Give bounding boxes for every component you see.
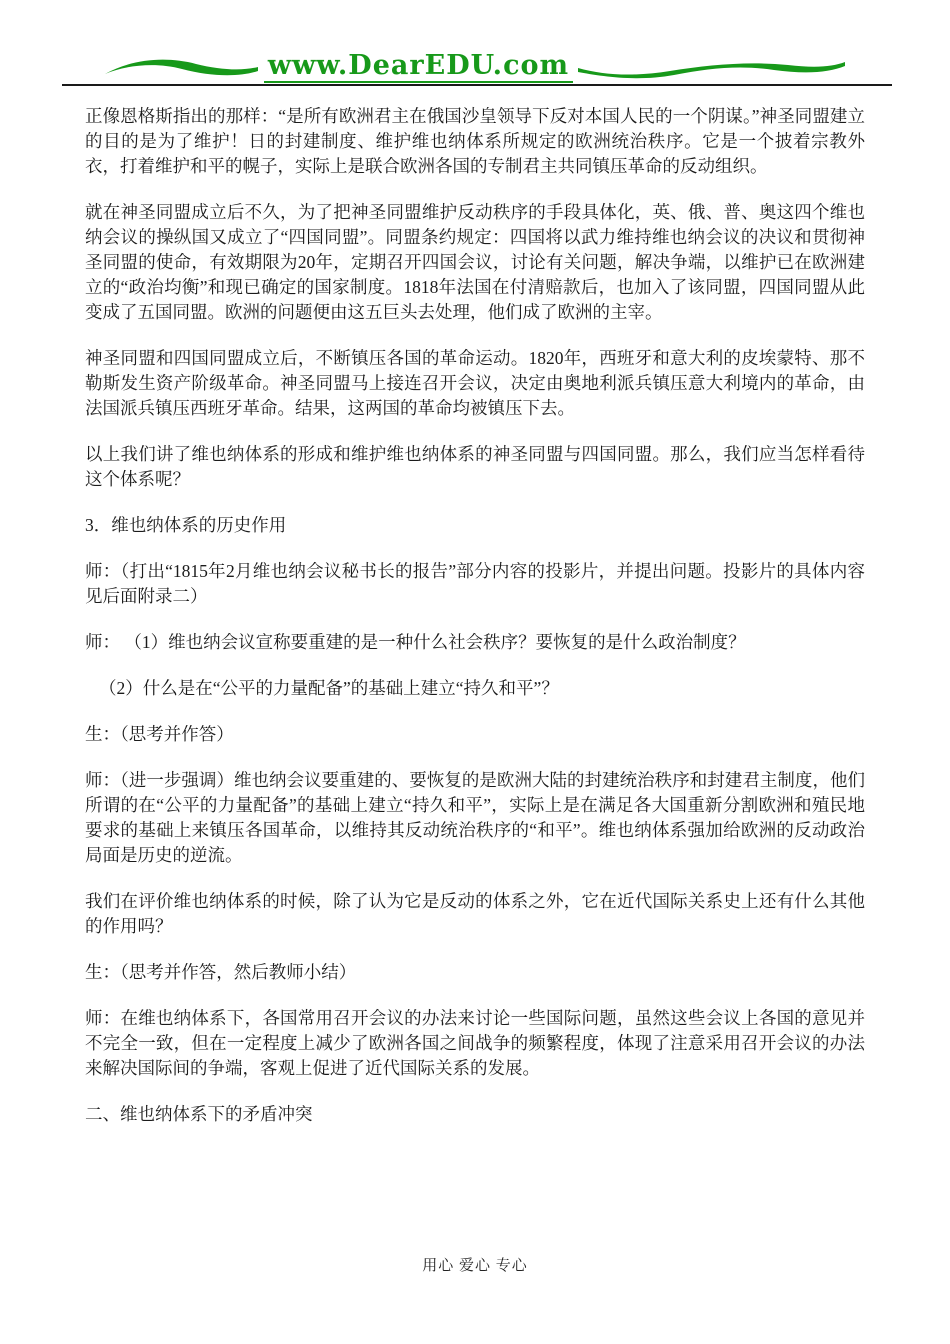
paragraph: 就在神圣同盟成立后不久，为了把神圣同盟维护反动秩序的手段具体化，英、俄、普、奥这四个维也纳会议的操纵国又成立了“四国同盟”。同盟条约规定：四国将以武力维持维也纳会议的决议和贯彻神圣同盟的使命，有效期限为20年，定期召开四国会议，讨论有关问题，解决争端，以维护已在欧洲建立的“政治均衡”和现已确定的国家制度。1818年法国在付清赔款后，也加入了该同盟，四国同盟从此变成了五国同盟。欧洲的问题便由这五巨头去处理，他们成了欧洲的主宰。 xyxy=(85,202,865,322)
paragraph: 正像恩格斯指出的那样：“是所有欧洲君主在俄国沙皇领导下反对本国人民的一个阴谋。”神圣同盟建立的目的是为了维护！日的封建制度、维护维也纳体系所规定的欧洲统治秩序。它是一个披着宗教外衣，打着维护和平的幌子，实际上是联合欧洲各国的专制君主共同镇压革命的反动组织。 xyxy=(85,106,865,176)
document-body xyxy=(85,104,865,1148)
page-header xyxy=(0,0,950,100)
section-heading: 二、维也纳体系下的矛盾冲突 xyxy=(85,1104,313,1124)
header-divider-line xyxy=(62,84,892,86)
paragraph: 师： （1）维也纳会议宣称要重建的是一种什么社会秩序？要恢复的是什么政治制度？ xyxy=(85,632,746,652)
page-footer xyxy=(0,1254,950,1275)
paragraph: 以上我们讲了维也纳体系的形成和维护维也纳体系的神圣同盟与四国同盟。那么，我们应当怎样看待这个体系呢？ xyxy=(85,444,865,489)
paragraph: 师：（打出“1815年2月维也纳会议秘书长的报告”部分内容的投影片，并提出问题。投影片的具体内容见后面附录二） xyxy=(85,561,865,606)
paragraph: 生：（思考并作答，然后教师小结） xyxy=(85,962,357,982)
paragraph: 生：（思考并作答） xyxy=(85,724,234,744)
section-heading: 3．维也纳体系的历史作用 xyxy=(85,515,287,535)
footer-motto: 用心 爱心 专心 xyxy=(422,1258,528,1274)
logo-swoosh-right-icon xyxy=(578,56,846,80)
paragraph: 神圣同盟和四国同盟成立后，不断镇压各国的革命运动。1820年，西班牙和意大利的皮埃蒙特、那不勒斯发生资产阶级革命。神圣同盟马上接连召开会议，决定由奥地利派兵镇压意大利境内的革命，由法国派兵镇压西班牙革命。结果，这两国的革命均被镇压下去。 xyxy=(85,348,865,418)
site-logo xyxy=(0,52,950,83)
site-logo-text: www.DearEDU.com xyxy=(264,52,573,83)
paragraph: （2）什么是在“公平的力量配备”的基础上建立“持久和平”？ xyxy=(99,678,559,698)
logo-swoosh-left-icon xyxy=(104,56,259,80)
paragraph: 师：在维也纳体系下，各国常用召开会议的办法来讨论一些国际问题，虽然这些会议上各国的意见并不完全一致，但在一定程度上减少了欧洲各国之间战争的频繁程度，体现了注意采用召开会议的办法来解决国际间的争端，客观上促进了近代国际关系的发展。 xyxy=(85,1008,865,1078)
paragraph: 师：（进一步强调）维也纳会议要重建的、要恢复的是欧洲大陆的封建统治秩序和封建君主制度，他们所谓的在“公平的力量配备”的基础上建立“持久和平”，实际上是在满足各大国重新分割欧洲和殖民地要求的基础上来镇压各国革命，以维持其反动统治秩序的“和平”。维也纳体系强加给欧洲的反动政治局面是历史的逆流。 xyxy=(85,770,865,865)
paragraph: 我们在评价维也纳体系的时候，除了认为它是反动的体系之外，它在近代国际关系史上还有什么其他的作用吗？ xyxy=(85,891,865,936)
